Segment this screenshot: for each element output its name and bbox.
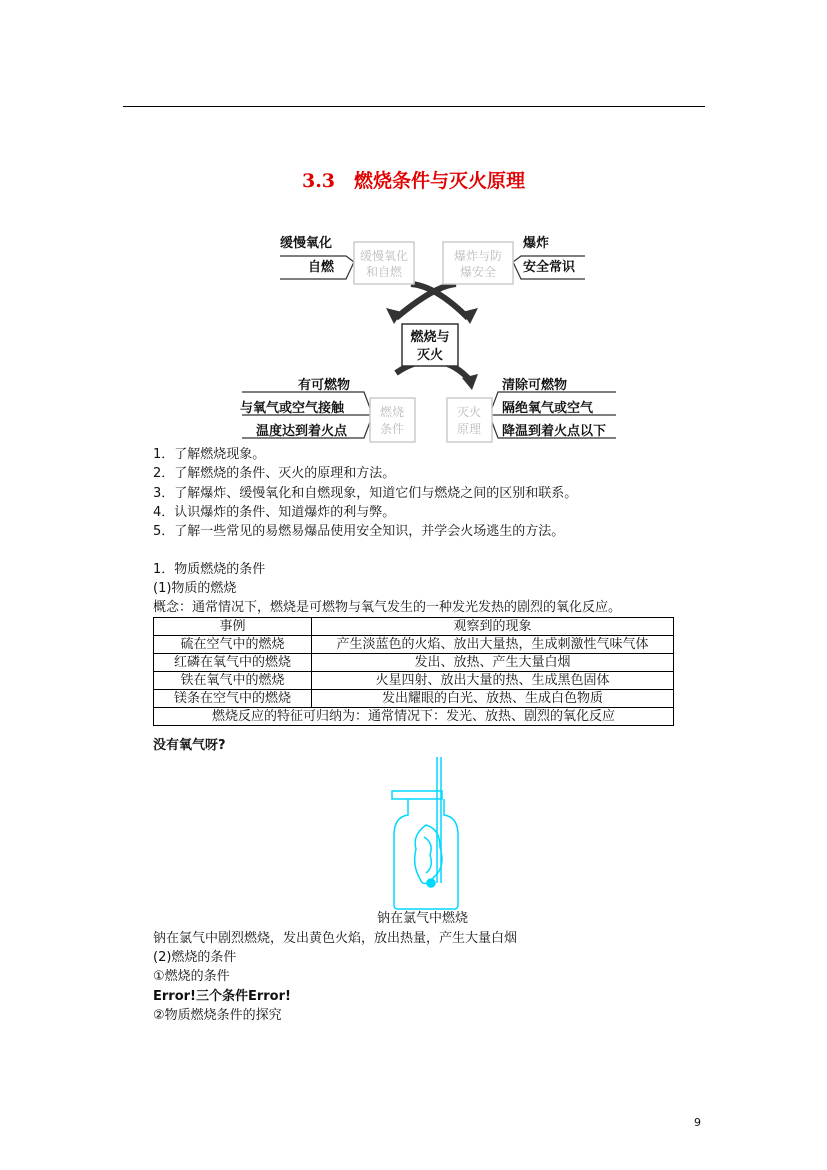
tl-item-0: 缓慢氧化	[280, 236, 333, 251]
page-number: 9	[694, 1116, 701, 1129]
section-heading: 1．物质燃烧的条件	[153, 562, 266, 577]
br-item-1: 隔绝氧气或空气	[502, 401, 594, 416]
table-cell: 铁在氧气中的燃烧	[154, 672, 312, 690]
objective-2: 2．了解燃烧的条件、灭火的原理和方法。	[153, 466, 396, 481]
table-row	[154, 672, 674, 690]
br-item-2: 降温到着火点以下	[502, 424, 607, 439]
question: 没有氧气呀?	[153, 738, 226, 753]
table-row	[154, 690, 674, 708]
page-title: 3.3 燃烧条件与灭火原理	[301, 170, 526, 192]
table-header: 观察到的现象	[312, 618, 674, 636]
table-cell: 火星四射、放出大量的热、生成黑色固体	[312, 672, 674, 690]
table-header: 事例	[154, 618, 312, 636]
table-header-row	[154, 618, 674, 636]
figure-caption: 钠在氯气中燃烧	[377, 911, 469, 926]
table-cell: 镁条在空气中的燃烧	[154, 690, 312, 708]
top-left-box-l2: 和自燃	[365, 265, 403, 279]
bl-item-2: 温度达到着火点	[256, 424, 348, 439]
item-1: ①燃烧的条件	[153, 969, 230, 984]
table-cell: 硫在空气中的燃烧	[154, 636, 312, 654]
tr-item-1: 安全常识	[523, 260, 576, 275]
table-summary-row	[154, 708, 674, 726]
table-summary: 燃烧反应的特征可归纳为：通常情况下：发光、放热、剧烈的氧化反应	[154, 708, 674, 726]
table-cell: 红磷在氧气中的燃烧	[154, 654, 312, 672]
br-item-0: 清除可燃物	[502, 378, 568, 393]
top-right-box-l2: 爆安全	[459, 265, 497, 279]
bottom-right-box-l1: 灭火	[456, 405, 482, 419]
bl-item-1: 与氧气或空气接触	[240, 401, 345, 416]
tr-item-0: 爆炸	[523, 236, 550, 251]
observation-table	[153, 617, 674, 726]
concept: 概念：通常情况下，燃烧是可燃物与氧气发生的一种发光发热的剧烈的氧化反应。	[153, 600, 622, 615]
objective-4: 4．认识爆炸的条件、知道爆炸的利与弊。	[153, 505, 396, 520]
error-line: Error!三个条件Error!	[153, 989, 291, 1004]
center-l2: 灭火	[416, 348, 444, 363]
subsection-1: (1)物质的燃烧	[153, 581, 237, 596]
bottom-left-box-l1: 燃烧	[379, 405, 405, 419]
table-row	[154, 636, 674, 654]
subsection-2: (2)燃烧的条件	[153, 950, 237, 965]
bottom-right-box-l2: 原理	[456, 422, 482, 436]
sodium-text: 钠在氯气中剧烈燃烧，发出黄色火焰，放出热量，产生大量白烟	[153, 931, 518, 946]
table-row	[154, 654, 674, 672]
mind-map	[236, 228, 620, 450]
objective-3: 3．了解爆炸、缓慢氧化和自燃现象，知道它们与燃烧之间的区别和联系。	[153, 486, 578, 501]
table-cell: 产生淡蓝色的火焰、放出大量热，生成刺激性气味气体	[312, 636, 674, 654]
bl-item-0: 有可燃物	[298, 378, 351, 393]
top-left-box-l1: 缓慢氧化	[359, 249, 409, 263]
center-l1: 燃烧与	[410, 330, 450, 345]
header-rule	[123, 106, 705, 107]
objective-5: 5．了解一些常见的易燃易爆品使用安全知识，并学会火场逃生的方法。	[153, 524, 565, 539]
objective-1: 1．了解燃烧现象。	[153, 447, 266, 462]
item-2: ②物质燃烧条件的探究	[153, 1008, 282, 1023]
top-right-box-l1: 爆炸与防	[453, 249, 503, 263]
sodium-chlorine-apparatus	[380, 755, 470, 910]
bottom-left-box-l2: 条件	[379, 422, 405, 436]
tl-item-1: 自燃	[308, 260, 335, 275]
table-cell: 发出、放热、产生大量白烟	[312, 654, 674, 672]
table-cell: 发出耀眼的白光、放热、生成白色物质	[312, 690, 674, 708]
